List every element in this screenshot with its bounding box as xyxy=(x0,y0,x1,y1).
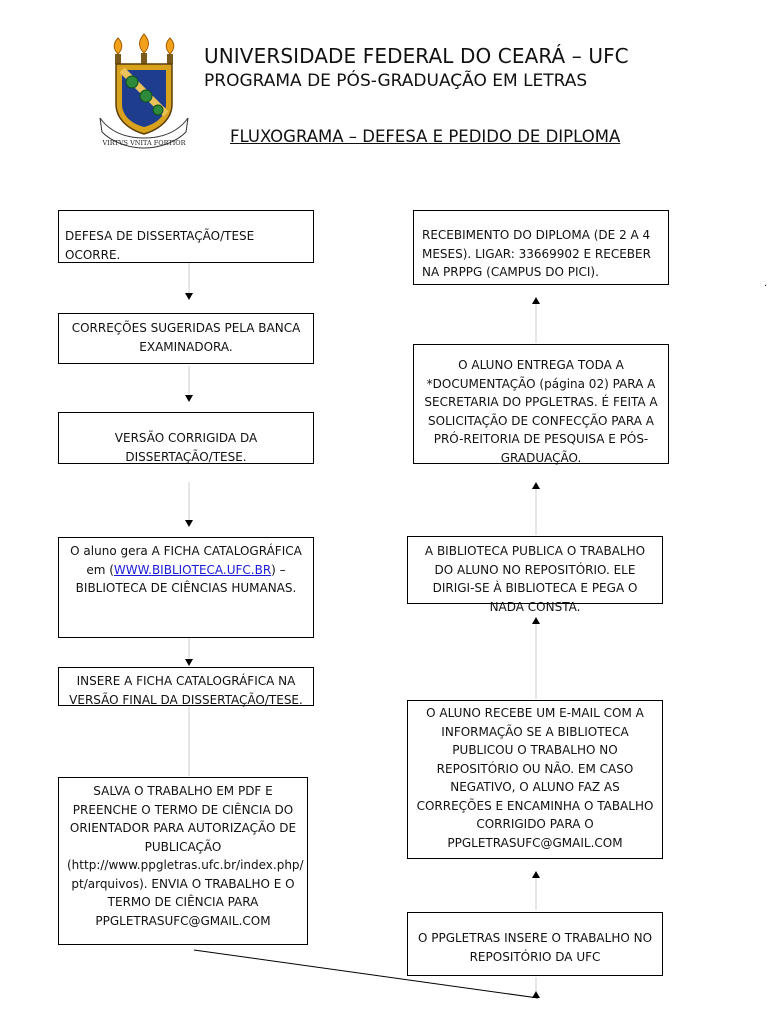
arrow-down-icon xyxy=(185,293,193,300)
step-repository-insert xyxy=(407,912,663,976)
step-text: A BIBLIOTECA PUBLICA O TRABALHO DO ALUNO NO REPOSITÓRIO. ELE DIRIGI-SE À BIBLIOTECA E PEGA O NADA CONSTA. xyxy=(424,544,646,614)
step-text: INSERE A FICHA CATALOGRÁFICA NA VERSÃO FINAL DA DISSERTAÇÃO/TESE. xyxy=(69,674,303,707)
arrow-down-icon xyxy=(185,395,193,402)
step-insert-catalog xyxy=(58,667,314,706)
university-name: UNIVERSIDADE FEDERAL DO CEARÁ – UFC xyxy=(204,44,629,68)
step-email-notification xyxy=(407,700,663,859)
catalog-text-before: O aluno gera A FICHA CATALOGRÁFICA em ( xyxy=(70,544,302,577)
program-name: PROGRAMA DE PÓS-GRADUAÇÃO EM LETRAS xyxy=(204,71,588,91)
step-text: O PPGLETRAS INSERE O TRABALHO NO REPOSITÓRIO DA UFC xyxy=(417,931,653,964)
stray-mark: . xyxy=(764,278,768,289)
step-text: SALVA O TRABALHO EM PDF E PREENCHE O TERMO DE CIÊNCIA DO ORIENTADOR PARA AUTORIZAÇÃO DE PUBLICAÇÃO (http://www.ppgletras.ufc.br/index.php/ pt/arquivos). ENVIA O TRABALHO E O TERMO DE CIÊNCIA PARA PPGLETRASUFC@GMAIL.COM xyxy=(67,784,304,928)
step-defense xyxy=(58,210,314,263)
step-corrections xyxy=(58,313,314,364)
step-corrected-version xyxy=(58,412,314,464)
step-receive-diploma xyxy=(413,210,669,285)
flowchart-title: FLUXOGRAMA – DEFESA E PEDIDO DE DIPLOMA xyxy=(230,127,621,146)
step-text xyxy=(65,542,307,598)
arrow-down-icon xyxy=(185,520,193,527)
step-text: RECEBIMENTO DO DIPLOMA (DE 2 A 4 MESES). LIGAR: 33669902 E RECEBER NA PRPPG (CAMPUS DO PICI). xyxy=(422,228,651,279)
step-deliver-documentation xyxy=(413,344,669,464)
arrow-up-icon xyxy=(532,617,540,624)
step-catalog-card xyxy=(58,537,314,638)
step-save-pdf xyxy=(58,777,308,945)
step-text: CORREÇÕES SUGERIDAS PELA BANCA EXAMINADORA. xyxy=(71,321,301,354)
arrow-up-icon xyxy=(532,871,540,878)
arrow-up-icon xyxy=(532,297,540,304)
step-library-publishes xyxy=(407,536,663,614)
arrow-up-icon xyxy=(532,482,540,489)
logo-motto: VIRTVS VNITA FORTIOR xyxy=(102,139,186,147)
step-text: O ALUNO RECEBE UM E-MAIL COM A INFORMAÇÃO SE A BIBLIOTECA PUBLICOU O TRABALHO NO REPOSITÓRIO OU NÃO. EM CASO NEGATIVO, O ALUNO FAZ AS CORREÇÕES E ENCAMINHA O TABALHO CORRIGIDO PARA O PPGLETRASUFC@GMAIL.COM xyxy=(416,706,654,850)
arrow-down-icon xyxy=(185,659,193,666)
step-text: DEFESA DE DISSERTAÇÃO/TESE OCORRE. xyxy=(65,229,255,262)
library-link[interactable]: WWW.BIBLIOTECA.UFC.BR xyxy=(113,562,272,577)
step-text: VERSÃO CORRIGIDA DA DISSERTAÇÃO/TESE. xyxy=(114,431,258,464)
step-text: O ALUNO ENTREGA TODA A *DOCUMENTAÇÃO (página 02) PARA A SECRETARIA DO PPGLETRAS. É FEITA A SOLICITAÇÃO DE CONFECÇÃO PARA A PRÓ-REITORIA DE PESQUISA E PÓS-GRADUAÇÃO. xyxy=(424,358,658,465)
catalog-text-after: ) – BIBLIOTECA DE CIÊNCIAS HUMANAS. xyxy=(75,562,297,595)
